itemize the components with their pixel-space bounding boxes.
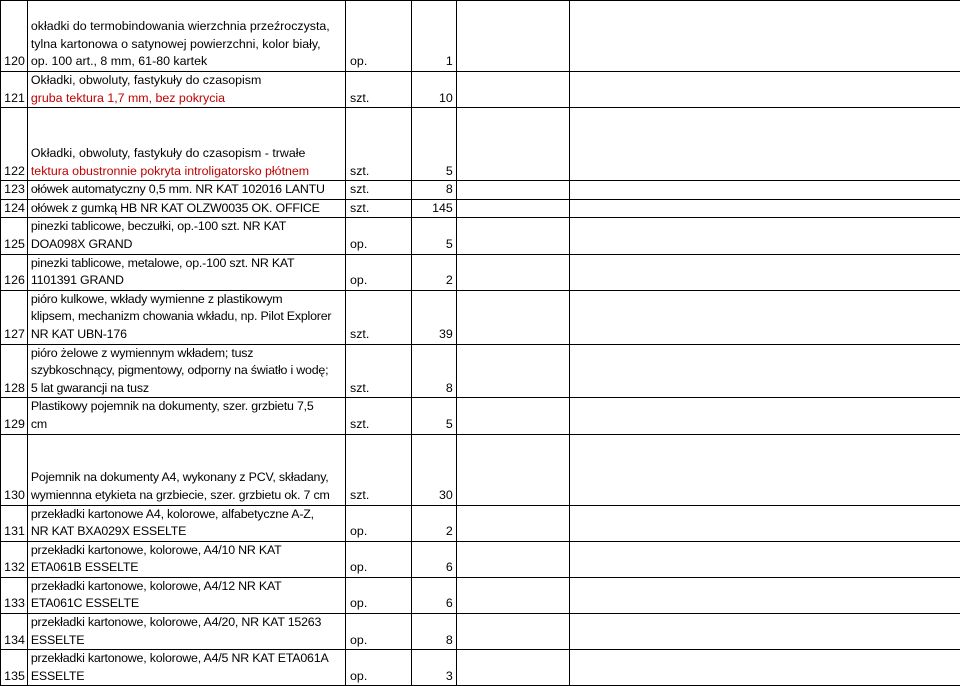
quantity-cell[interactable]: 6 xyxy=(411,577,456,613)
empty-cell[interactable] xyxy=(456,398,569,434)
description-line: tektura obustronnie pokryta introligatorsko płótnem xyxy=(31,163,341,181)
quantity-cell[interactable]: 5 xyxy=(411,218,456,254)
quantity-cell[interactable]: 5 xyxy=(411,398,456,434)
empty-cell[interactable] xyxy=(569,290,960,344)
empty-cell[interactable] xyxy=(456,505,569,541)
description-line: Pojemnik na dokumenty A4, wykonany z PCV, składany, xyxy=(31,469,341,487)
description-line xyxy=(31,127,341,145)
item-description-cell[interactable] xyxy=(27,614,345,650)
empty-cell[interactable] xyxy=(456,108,569,181)
unit-cell[interactable]: op. xyxy=(346,650,411,686)
empty-cell[interactable] xyxy=(456,181,569,200)
item-description-cell[interactable] xyxy=(27,218,345,254)
item-description-cell[interactable] xyxy=(27,577,345,613)
empty-cell[interactable] xyxy=(456,254,569,290)
description-line: szybkoschnący, pigmentowy, odporny na światło i wodę; xyxy=(31,362,341,380)
empty-cell[interactable] xyxy=(569,344,960,398)
quantity-cell[interactable]: 3 xyxy=(411,650,456,686)
item-description-cell[interactable] xyxy=(27,344,345,398)
description-line: Plastikowy pojemnik na dokumenty, szer. grzbietu 7,5 xyxy=(31,398,341,416)
item-description-cell[interactable] xyxy=(27,72,345,108)
row-number-cell[interactable]: 131 xyxy=(1,505,28,541)
row-number-cell[interactable]: 128 xyxy=(1,344,28,398)
empty-cell[interactable] xyxy=(569,541,960,577)
table-row xyxy=(1,254,960,290)
table-row xyxy=(1,290,960,344)
table-row xyxy=(1,344,960,398)
row-number-cell[interactable]: 126 xyxy=(1,254,28,290)
table-row xyxy=(1,181,960,200)
description-line: Okładki, obwoluty, fastykuły do czasopism - trwałe xyxy=(31,145,341,163)
quantity-cell[interactable]: 30 xyxy=(411,434,456,505)
empty-cell[interactable] xyxy=(569,254,960,290)
unit-cell[interactable]: op. xyxy=(346,254,411,290)
item-description-cell[interactable] xyxy=(27,199,345,218)
unit-cell[interactable]: szt. xyxy=(346,344,411,398)
description-line: klipsem, mechanizm chowania wkładu, np. Pilot Explorer xyxy=(31,308,341,326)
description-line: ołówek automatyczny 0,5 mm. NR KAT 102016 LANTU xyxy=(31,181,341,199)
row-number-cell[interactable]: 122 xyxy=(1,108,28,181)
description-line: przekładki kartonowe, kolorowe, A4/12 NR KAT xyxy=(31,578,341,596)
row-number-cell[interactable]: 123 xyxy=(1,181,28,200)
description-line: gruba tektura 1,7 mm, bez pokrycia xyxy=(31,90,341,108)
description-line: pióro kulkowe, wkłady wymienne z plastikowym xyxy=(31,291,341,309)
empty-cell[interactable] xyxy=(456,434,569,505)
quantity-cell[interactable]: 8 xyxy=(411,181,456,200)
unit-cell[interactable]: op. xyxy=(346,218,411,254)
unit-cell[interactable]: op. xyxy=(346,505,411,541)
description-line: przekładki kartonowe, kolorowe, A4/20, NR KAT 15263 xyxy=(31,614,341,632)
description-line: okładki do termobindowania wierzchnia przeźroczysta, xyxy=(31,18,341,36)
quantity-cell[interactable]: 6 xyxy=(411,541,456,577)
empty-cell[interactable] xyxy=(456,290,569,344)
item-description-cell[interactable] xyxy=(27,505,345,541)
empty-cell[interactable] xyxy=(569,434,960,505)
empty-cell[interactable] xyxy=(456,541,569,577)
description-line: pióro żelowe z wymiennym wkładem; tusz xyxy=(31,345,341,363)
description-line: cm xyxy=(31,416,341,434)
description-line: pinezki tablicowe, metalowe, op.-100 szt. NR KAT xyxy=(31,255,341,273)
table-row xyxy=(1,541,960,577)
row-number-cell[interactable]: 132 xyxy=(1,541,28,577)
quantity-cell[interactable]: 1 xyxy=(411,1,456,72)
empty-cell[interactable] xyxy=(456,614,569,650)
unit-cell[interactable]: op. xyxy=(346,614,411,650)
empty-cell[interactable] xyxy=(569,650,960,686)
description-line: ESSELTE xyxy=(31,668,341,686)
unit-cell[interactable]: szt. xyxy=(346,290,411,344)
description-line: ETA061B ESSELTE xyxy=(31,559,341,577)
unit-cell[interactable]: op. xyxy=(346,577,411,613)
empty-cell[interactable] xyxy=(569,577,960,613)
row-number-cell[interactable]: 135 xyxy=(1,650,28,686)
empty-cell[interactable] xyxy=(569,108,960,181)
table-row xyxy=(1,650,960,686)
quantity-cell[interactable]: 5 xyxy=(411,108,456,181)
description-line: op. 100 art., 8 mm, 61-80 kartek xyxy=(31,53,341,71)
table-row xyxy=(1,108,960,181)
table-row xyxy=(1,614,960,650)
table-row xyxy=(1,199,960,218)
unit-cell[interactable]: szt. xyxy=(346,108,411,181)
empty-cell[interactable] xyxy=(456,650,569,686)
description-line: pinezki tablicowe, beczułki, op.-100 szt. NR KAT xyxy=(31,218,341,236)
table-row xyxy=(1,434,960,505)
description-line: NR KAT BXA029X ESSELTE xyxy=(31,523,341,541)
quantity-cell[interactable]: 2 xyxy=(411,505,456,541)
quantity-cell[interactable]: 39 xyxy=(411,290,456,344)
unit-cell[interactable]: szt. xyxy=(346,181,411,200)
description-line: przekładki kartonowe, kolorowe, A4/5 NR KAT ETA061A xyxy=(31,650,341,668)
description-line: ETA061C ESSELTE xyxy=(31,595,341,613)
unit-cell[interactable]: szt. xyxy=(346,199,411,218)
item-description-cell[interactable] xyxy=(27,1,345,72)
empty-cell[interactable] xyxy=(456,1,569,72)
table-row xyxy=(1,398,960,434)
row-number-cell[interactable]: 121 xyxy=(1,72,28,108)
row-number-cell[interactable]: 134 xyxy=(1,614,28,650)
item-description-cell[interactable] xyxy=(27,434,345,505)
row-number-cell[interactable]: 124 xyxy=(1,199,28,218)
empty-cell[interactable] xyxy=(569,505,960,541)
description-line: 1101391 GRAND xyxy=(31,272,341,290)
table-row xyxy=(1,577,960,613)
row-number-cell[interactable]: 120 xyxy=(1,1,28,72)
description-line: wymiennna etykieta na grzbiecie, szer. grzbietu ok. 7 cm xyxy=(31,487,341,505)
unit-cell[interactable]: op. xyxy=(346,1,411,72)
empty-cell[interactable] xyxy=(569,199,960,218)
empty-cell[interactable] xyxy=(456,218,569,254)
empty-cell[interactable] xyxy=(569,398,960,434)
description-line: ołówek z gumką HB NR KAT OLZW0035 OK. OFFICE xyxy=(31,200,341,218)
empty-cell[interactable] xyxy=(569,72,960,108)
item-description-cell[interactable] xyxy=(27,254,345,290)
quantity-cell[interactable]: 8 xyxy=(411,614,456,650)
row-number-cell[interactable]: 133 xyxy=(1,577,28,613)
row-number-cell[interactable]: 125 xyxy=(1,218,28,254)
description-line xyxy=(31,452,341,470)
unit-cell[interactable]: op. xyxy=(346,541,411,577)
description-line: DOA098X GRAND xyxy=(31,236,341,254)
table-row xyxy=(1,505,960,541)
item-description-cell[interactable] xyxy=(27,398,345,434)
description-line: przekładki kartonowe, kolorowe, A4/10 NR KAT xyxy=(31,542,341,560)
description-line: ESSELTE xyxy=(31,632,341,650)
empty-cell[interactable] xyxy=(569,1,960,72)
quantity-cell[interactable]: 2 xyxy=(411,254,456,290)
item-description-cell[interactable] xyxy=(27,650,345,686)
description-line: NR KAT UBN-176 xyxy=(31,326,341,344)
table-row xyxy=(1,1,960,72)
empty-cell[interactable] xyxy=(569,181,960,200)
row-number-cell[interactable]: 127 xyxy=(1,290,28,344)
empty-cell[interactable] xyxy=(569,614,960,650)
item-description-cell[interactable] xyxy=(27,108,345,181)
empty-cell[interactable] xyxy=(456,199,569,218)
empty-cell[interactable] xyxy=(456,344,569,398)
unit-cell[interactable]: szt. xyxy=(346,434,411,505)
description-line: 5 lat gwarancji na tusz xyxy=(31,380,341,398)
quantity-cell[interactable]: 10 xyxy=(411,72,456,108)
row-number-cell[interactable]: 129 xyxy=(1,398,28,434)
item-description-cell[interactable] xyxy=(27,541,345,577)
empty-cell[interactable] xyxy=(456,72,569,108)
table-row xyxy=(1,72,960,108)
row-number-cell[interactable]: 130 xyxy=(1,434,28,505)
description-line: tylna kartonowa o satynowej powierzchni, kolor biały, xyxy=(31,36,341,54)
quantity-cell[interactable]: 8 xyxy=(411,344,456,398)
table-row xyxy=(1,218,960,254)
description-line: Okładki, obwoluty, fastykuły do czasopism xyxy=(31,72,341,90)
description-line: przekładki kartonowe A4, kolorowe, alfabetyczne A-Z, xyxy=(31,506,341,524)
item-description-cell[interactable] xyxy=(27,290,345,344)
unit-cell[interactable]: szt. xyxy=(346,398,411,434)
item-description-cell[interactable] xyxy=(27,181,345,200)
unit-cell[interactable]: szt. xyxy=(346,72,411,108)
empty-cell[interactable] xyxy=(456,577,569,613)
quantity-cell[interactable]: 145 xyxy=(411,199,456,218)
empty-cell[interactable] xyxy=(569,218,960,254)
